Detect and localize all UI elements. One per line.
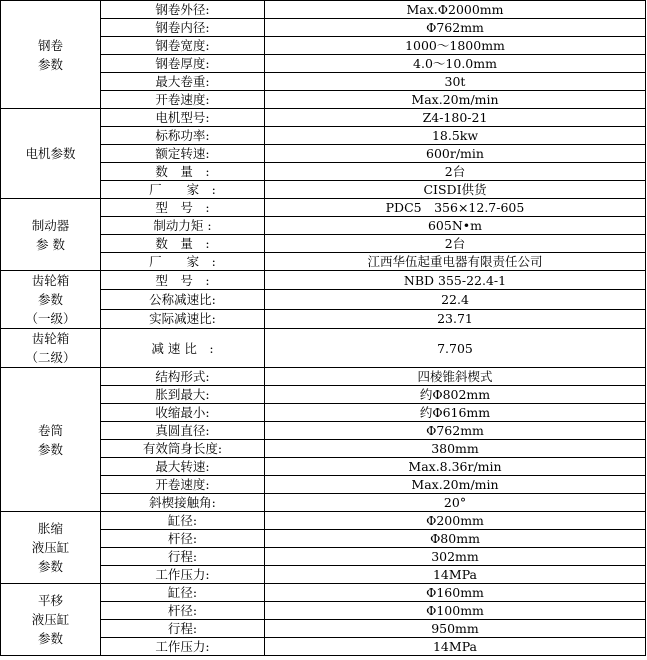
param-name-cell: 公称减速比: — [101, 290, 265, 309]
table-row — [1, 199, 646, 217]
group-name-line: 平移 — [37, 593, 63, 608]
table-row — [1, 368, 646, 386]
param-value-cell: 605N•m — [265, 217, 646, 235]
table-row — [1, 1, 646, 19]
param-name-cell: 最大卷重: — [101, 73, 265, 91]
param-name-cell: 结构形式: — [101, 368, 265, 386]
table-row — [1, 271, 646, 290]
param-value-cell: Φ100mm — [265, 602, 646, 620]
param-value-cell: 23.71 — [265, 309, 646, 328]
param-name-cell: 数 量 : — [101, 163, 265, 181]
param-value-cell: 2台 — [265, 163, 646, 181]
param-value-cell: 约Φ802mm — [265, 386, 646, 404]
group-name-line: 钢卷 — [37, 37, 63, 53]
param-value-cell: 14MPa — [265, 638, 646, 656]
param-value-cell: 14MPa — [265, 566, 646, 584]
param-value-cell: 30t — [265, 73, 646, 91]
group-name-cell — [1, 368, 101, 512]
param-name-cell: 缸径: — [101, 584, 265, 602]
param-name-cell: 开卷速度: — [101, 476, 265, 494]
param-value-cell: 600r/min — [265, 145, 646, 163]
group-name-line: 电机参数 — [25, 146, 76, 161]
param-name-cell: 开卷速度: — [101, 91, 265, 109]
param-value-cell: 20° — [265, 494, 646, 512]
param-name-cell: 杆径: — [101, 530, 265, 548]
param-value-cell: Φ762mm — [265, 422, 646, 440]
param-value-cell: 江西华伍起重电器有限责任公司 — [265, 253, 646, 271]
param-name-cell: 行程: — [101, 620, 265, 638]
param-value-cell: CISDI供货 — [265, 181, 646, 199]
param-name-cell: 胀到最大: — [101, 386, 265, 404]
group-name-line: 液压缸 — [31, 612, 70, 627]
group-name-line: 液压缸 — [31, 540, 70, 555]
table-row — [1, 109, 646, 127]
group-name-cell — [1, 199, 101, 271]
param-value-cell: 18.5kw — [265, 127, 646, 145]
param-name-cell: 工作压力: — [101, 638, 265, 656]
param-value-cell: 四棱锥斜楔式 — [265, 368, 646, 386]
group-name-line: 参数 — [37, 441, 63, 457]
param-value-cell: Max.20m/min — [265, 476, 646, 494]
group-name-line: 参数 — [37, 559, 63, 574]
param-name-cell: 真圆直径: — [101, 422, 265, 440]
group-name-cell — [1, 1, 101, 109]
group-name-line: 制动器 — [31, 217, 70, 233]
group-name-line: 齿轮箱 — [31, 273, 70, 288]
param-name-cell: 缸径: — [101, 512, 265, 530]
param-value-cell: 380mm — [265, 440, 646, 458]
param-name-cell: 厂 家 : — [101, 181, 265, 199]
param-name-cell: 钢卷宽度: — [101, 37, 265, 55]
param-value-cell: 22.4 — [265, 290, 646, 309]
param-value-cell: Φ200mm — [265, 512, 646, 530]
group-name-cell — [1, 584, 101, 656]
param-name-cell: 厂 家 : — [101, 253, 265, 271]
param-name-cell: 钢卷内径: — [101, 19, 265, 37]
group-name-line: 参 数 — [36, 236, 65, 252]
param-name-cell: 额定转速: — [101, 145, 265, 163]
param-name-cell: 减 速 比 : — [101, 329, 265, 368]
param-value-cell: 7.705 — [265, 329, 646, 368]
param-name-cell: 电机型号: — [101, 109, 265, 127]
param-value-cell: NBD 355-22.4-1 — [265, 271, 646, 290]
group-name-cell — [1, 329, 101, 368]
param-name-cell: 斜楔接触角: — [101, 494, 265, 512]
param-value-cell: Φ160mm — [265, 584, 646, 602]
group-name-cell — [1, 109, 101, 199]
table-row — [1, 512, 646, 530]
param-name-cell: 型 号 : — [101, 271, 265, 290]
group-name-line: （二级） — [25, 350, 76, 365]
param-value-cell: 1000～1800mm — [265, 37, 646, 55]
param-value-cell: Z4-180-21 — [265, 109, 646, 127]
param-name-cell: 最大转速: — [101, 458, 265, 476]
param-name-cell: 钢卷厚度: — [101, 55, 265, 73]
param-value-cell: 302mm — [265, 548, 646, 566]
param-name-cell: 数 量 : — [101, 235, 265, 253]
param-name-cell: 杆径: — [101, 602, 265, 620]
param-name-cell: 行程: — [101, 548, 265, 566]
param-value-cell: Max.8.36r/min — [265, 458, 646, 476]
group-name-line: 齿轮箱 — [31, 331, 70, 346]
param-name-cell: 实际减速比: — [101, 309, 265, 328]
param-value-cell: 2台 — [265, 235, 646, 253]
parameter-table-body — [1, 1, 646, 656]
param-value-cell: Φ762mm — [265, 19, 646, 37]
table-row — [1, 329, 646, 368]
param-name-cell: 制动力矩 : — [101, 217, 265, 235]
group-name-line: （一级） — [25, 311, 76, 326]
param-name-cell: 有效筒身长度: — [101, 440, 265, 458]
param-name-cell: 型 号 : — [101, 199, 265, 217]
param-value-cell: Φ80mm — [265, 530, 646, 548]
param-value-cell: 4.0～10.0mm — [265, 55, 646, 73]
group-name-line: 胀缩 — [37, 521, 63, 536]
table-row — [1, 584, 646, 602]
group-name-line: 参数 — [37, 56, 63, 72]
param-value-cell: 约Φ616mm — [265, 404, 646, 422]
param-value-cell: Max.Φ2000mm — [265, 1, 646, 19]
param-value-cell: PDC5 356×12.7-605 — [265, 199, 646, 217]
group-name-cell — [1, 512, 101, 584]
group-name-line: 参数 — [37, 292, 63, 307]
param-name-cell: 收缩最小: — [101, 404, 265, 422]
group-name-cell — [1, 271, 101, 329]
param-value-cell: 950mm — [265, 620, 646, 638]
param-name-cell: 标称功率: — [101, 127, 265, 145]
group-name-line: 参数 — [37, 631, 63, 646]
param-name-cell: 钢卷外径: — [101, 1, 265, 19]
param-value-cell: Max.20m/min — [265, 91, 646, 109]
param-name-cell: 工作压力: — [101, 566, 265, 584]
group-name-line: 卷筒 — [37, 422, 63, 438]
